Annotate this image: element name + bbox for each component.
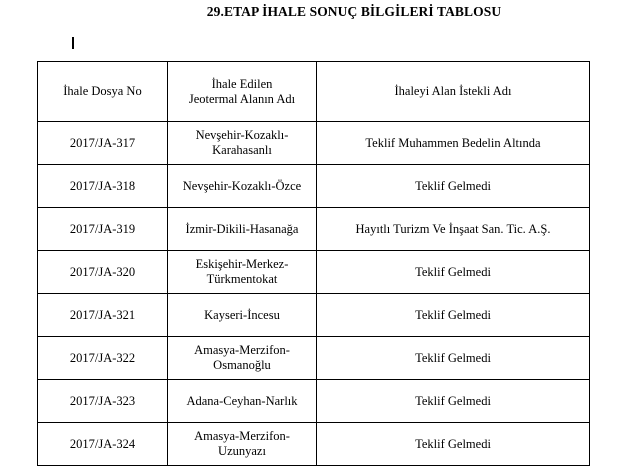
cell-file-no: 2017/JA-324 [38,423,168,466]
cell-area-name: Kayseri-İncesu [168,294,317,337]
cell-area-name: Amasya-Merzifon- Osmanoğlu [168,337,317,380]
cell-file-no: 2017/JA-320 [38,251,168,294]
table-row [38,208,590,251]
cell-area-name: Nevşehir-Kozaklı-Özce [168,165,317,208]
document-title: 29.ETAP İHALE SONUÇ BİLGİLERİ TABLOSU [206,4,502,19]
cell-area-name: Eskişehir-Merkez- Türkmentokat [168,251,317,294]
table-row [38,380,590,423]
header-area-name: İhale Edilen Jeotermal Alanın Adı [168,62,317,122]
header-bidder-name: İhaleyi Alan İstekli Adı [317,62,590,122]
cell-file-no: 2017/JA-322 [38,337,168,380]
cell-bidder-name: Teklif Gelmedi [317,165,590,208]
cell-file-no: 2017/JA-317 [38,122,168,165]
cell-area-name: Nevşehir-Kozaklı- Karahasanlı [168,122,317,165]
table-row [38,294,590,337]
cell-file-no: 2017/JA-318 [38,165,168,208]
results-table [37,61,590,466]
cell-bidder-name: Teklif Gelmedi [317,294,590,337]
cell-area-name: Adana-Ceyhan-Narlık [168,380,317,423]
cell-area-name: Amasya-Merzifon- Uzunyazı [168,423,317,466]
table-row [38,122,590,165]
cell-bidder-name: Teklif Gelmedi [317,251,590,294]
table-row [38,251,590,294]
cell-bidder-name: Teklif Muhammen Bedelin Altında [317,122,590,165]
cell-bidder-name: Hayıtlı Turizm Ve İnşaat San. Tic. A.Ş. [317,208,590,251]
cell-file-no: 2017/JA-319 [38,208,168,251]
header-file-no: İhale Dosya No [38,62,168,122]
text-cursor [72,37,74,49]
table-row [38,423,590,466]
table-body [38,122,590,466]
cell-file-no: 2017/JA-321 [38,294,168,337]
cell-file-no: 2017/JA-323 [38,380,168,423]
table-row [38,337,590,380]
table-row [38,165,590,208]
cell-area-name: İzmir-Dikili-Hasanağa [168,208,317,251]
cell-bidder-name: Teklif Gelmedi [317,423,590,466]
cell-bidder-name: Teklif Gelmedi [317,337,590,380]
cell-bidder-name: Teklif Gelmedi [317,380,590,423]
table-header-row [38,62,590,122]
